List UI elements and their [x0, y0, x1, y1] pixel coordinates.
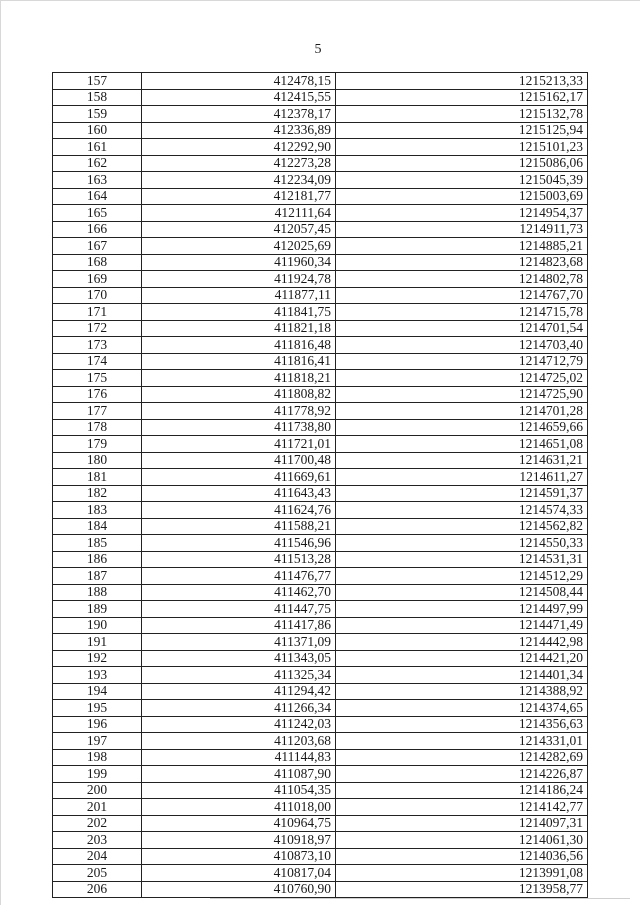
- table-row: [53, 370, 588, 387]
- y-coordinate-cell: 1215132,78: [336, 106, 588, 123]
- y-coordinate-cell: 1214421,20: [336, 650, 588, 667]
- table-row: [53, 205, 588, 222]
- point-number-cell: 202: [53, 815, 142, 832]
- x-coordinate-cell: 411821,18: [142, 320, 336, 337]
- x-coordinate-cell: 412111,64: [142, 205, 336, 222]
- x-coordinate-cell: 412478,15: [142, 73, 336, 90]
- x-coordinate-cell: 411841,75: [142, 304, 336, 321]
- x-coordinate-cell: 411669,61: [142, 469, 336, 486]
- point-number-cell: 175: [53, 370, 142, 387]
- y-coordinate-cell: 1214591,37: [336, 485, 588, 502]
- x-coordinate-cell: 411960,34: [142, 254, 336, 271]
- point-number-cell: 164: [53, 188, 142, 205]
- x-coordinate-cell: 411816,41: [142, 353, 336, 370]
- table-row: [53, 419, 588, 436]
- y-coordinate-cell: 1214508,44: [336, 584, 588, 601]
- y-coordinate-cell: 1214331,01: [336, 733, 588, 750]
- point-number-cell: 168: [53, 254, 142, 271]
- x-coordinate-cell: 411462,70: [142, 584, 336, 601]
- table-row: [53, 254, 588, 271]
- table-row: [53, 188, 588, 205]
- x-coordinate-cell: 410964,75: [142, 815, 336, 832]
- point-number-cell: 196: [53, 716, 142, 733]
- x-coordinate-cell: 412292,90: [142, 139, 336, 156]
- point-number-cell: 199: [53, 766, 142, 783]
- point-number-cell: 206: [53, 881, 142, 898]
- y-coordinate-cell: 1214061,30: [336, 832, 588, 849]
- x-coordinate-cell: 412181,77: [142, 188, 336, 205]
- point-number-cell: 204: [53, 848, 142, 865]
- table-row: [53, 271, 588, 288]
- x-coordinate-cell: 411624,76: [142, 502, 336, 519]
- point-number-cell: 205: [53, 865, 142, 882]
- y-coordinate-cell: 1215101,23: [336, 139, 588, 156]
- y-coordinate-cell: 1214512,29: [336, 568, 588, 585]
- point-number-cell: 172: [53, 320, 142, 337]
- scan-edge-top: [0, 0, 640, 1]
- x-coordinate-cell: 411343,05: [142, 650, 336, 667]
- table-row: [53, 551, 588, 568]
- page-number: 5: [314, 42, 322, 57]
- x-coordinate-cell: 411546,96: [142, 535, 336, 552]
- y-coordinate-cell: 1214374,65: [336, 700, 588, 717]
- table-row: [53, 535, 588, 552]
- table-row: [53, 683, 588, 700]
- table-row: [53, 469, 588, 486]
- point-number-cell: 160: [53, 122, 142, 139]
- x-coordinate-cell: 411588,21: [142, 518, 336, 535]
- point-number-cell: 192: [53, 650, 142, 667]
- point-number-cell: 165: [53, 205, 142, 222]
- x-coordinate-cell: 411018,00: [142, 799, 336, 816]
- point-number-cell: 169: [53, 271, 142, 288]
- scan-bottom-line: [210, 898, 630, 899]
- table-row: [53, 667, 588, 684]
- y-coordinate-cell: 1214497,99: [336, 601, 588, 618]
- point-number-cell: 181: [53, 469, 142, 486]
- x-coordinate-cell: 411818,21: [142, 370, 336, 387]
- table-row: [53, 353, 588, 370]
- coordinates-table: [52, 72, 588, 898]
- table-row: [53, 304, 588, 321]
- table-row: [53, 122, 588, 139]
- table-row: [53, 601, 588, 618]
- x-coordinate-cell: 412025,69: [142, 238, 336, 255]
- point-number-cell: 179: [53, 436, 142, 453]
- y-coordinate-cell: 1214226,87: [336, 766, 588, 783]
- table-row: [53, 650, 588, 667]
- point-number-cell: 190: [53, 617, 142, 634]
- x-coordinate-cell: 410918,97: [142, 832, 336, 849]
- table-row: [53, 106, 588, 123]
- y-coordinate-cell: 1215086,06: [336, 155, 588, 172]
- x-coordinate-cell: 411054,35: [142, 782, 336, 799]
- table-row: [53, 832, 588, 849]
- x-coordinate-cell: 411476,77: [142, 568, 336, 585]
- x-coordinate-cell: 412273,28: [142, 155, 336, 172]
- y-coordinate-cell: 1214401,34: [336, 667, 588, 684]
- x-coordinate-cell: 411242,03: [142, 716, 336, 733]
- x-coordinate-cell: 412378,17: [142, 106, 336, 123]
- y-coordinate-cell: 1214282,69: [336, 749, 588, 766]
- point-number-cell: 188: [53, 584, 142, 601]
- table-row: [53, 172, 588, 189]
- y-coordinate-cell: 1214651,08: [336, 436, 588, 453]
- x-coordinate-cell: 411808,82: [142, 386, 336, 403]
- x-coordinate-cell: 412415,55: [142, 89, 336, 106]
- y-coordinate-cell: 1214703,40: [336, 337, 588, 354]
- point-number-cell: 189: [53, 601, 142, 618]
- x-coordinate-cell: 411294,42: [142, 683, 336, 700]
- table-row: [53, 848, 588, 865]
- x-coordinate-cell: 412234,09: [142, 172, 336, 189]
- point-number-cell: 174: [53, 353, 142, 370]
- point-number-cell: 166: [53, 221, 142, 238]
- y-coordinate-cell: 1215045,39: [336, 172, 588, 189]
- table-row: [53, 634, 588, 651]
- x-coordinate-cell: 411700,48: [142, 452, 336, 469]
- x-coordinate-cell: 411447,75: [142, 601, 336, 618]
- point-number-cell: 158: [53, 89, 142, 106]
- y-coordinate-cell: 1214631,21: [336, 452, 588, 469]
- y-coordinate-cell: 1214611,27: [336, 469, 588, 486]
- point-number-cell: 183: [53, 502, 142, 519]
- table-row: [53, 386, 588, 403]
- table-row: [53, 287, 588, 304]
- x-coordinate-cell: 411816,48: [142, 337, 336, 354]
- point-number-cell: 167: [53, 238, 142, 255]
- y-coordinate-cell: 1214885,21: [336, 238, 588, 255]
- point-number-cell: 184: [53, 518, 142, 535]
- x-coordinate-cell: 410760,90: [142, 881, 336, 898]
- point-number-cell: 178: [53, 419, 142, 436]
- y-coordinate-cell: 1214574,33: [336, 502, 588, 519]
- table-row: [53, 733, 588, 750]
- coordinates-table-body: [53, 73, 588, 898]
- table-row: [53, 799, 588, 816]
- y-coordinate-cell: 1215003,69: [336, 188, 588, 205]
- table-row: [53, 436, 588, 453]
- table-row: [53, 815, 588, 832]
- table-row: [53, 238, 588, 255]
- y-coordinate-cell: 1214550,33: [336, 535, 588, 552]
- x-coordinate-cell: 411087,90: [142, 766, 336, 783]
- table-row: [53, 337, 588, 354]
- x-coordinate-cell: 412057,45: [142, 221, 336, 238]
- table-row: [53, 502, 588, 519]
- point-number-cell: 203: [53, 832, 142, 849]
- x-coordinate-cell: 412336,89: [142, 122, 336, 139]
- y-coordinate-cell: 1214659,66: [336, 419, 588, 436]
- table-row: [53, 73, 588, 90]
- y-coordinate-cell: 1214562,82: [336, 518, 588, 535]
- x-coordinate-cell: 411721,01: [142, 436, 336, 453]
- y-coordinate-cell: 1214725,02: [336, 370, 588, 387]
- table-row: [53, 518, 588, 535]
- table-row: [53, 452, 588, 469]
- table-row: [53, 749, 588, 766]
- y-coordinate-cell: 1215162,17: [336, 89, 588, 106]
- y-coordinate-cell: 1215213,33: [336, 73, 588, 90]
- point-number-cell: 159: [53, 106, 142, 123]
- point-number-cell: 201: [53, 799, 142, 816]
- point-number-cell: 186: [53, 551, 142, 568]
- table-row: [53, 485, 588, 502]
- x-coordinate-cell: 411643,43: [142, 485, 336, 502]
- point-number-cell: 187: [53, 568, 142, 585]
- scan-edge-left: [0, 0, 1, 905]
- x-coordinate-cell: 411203,68: [142, 733, 336, 750]
- table-row: [53, 89, 588, 106]
- y-coordinate-cell: 1214036,56: [336, 848, 588, 865]
- y-coordinate-cell: 1214701,54: [336, 320, 588, 337]
- point-number-cell: 182: [53, 485, 142, 502]
- y-coordinate-cell: 1214911,73: [336, 221, 588, 238]
- point-number-cell: 180: [53, 452, 142, 469]
- y-coordinate-cell: 1214712,79: [336, 353, 588, 370]
- y-coordinate-cell: 1214097,31: [336, 815, 588, 832]
- point-number-cell: 194: [53, 683, 142, 700]
- table-row: [53, 155, 588, 172]
- x-coordinate-cell: 411513,28: [142, 551, 336, 568]
- y-coordinate-cell: 1213991,08: [336, 865, 588, 882]
- point-number-cell: 161: [53, 139, 142, 156]
- point-number-cell: 173: [53, 337, 142, 354]
- table-row: [53, 766, 588, 783]
- table-row: [53, 403, 588, 420]
- table-row: [53, 139, 588, 156]
- point-number-cell: 170: [53, 287, 142, 304]
- point-number-cell: 177: [53, 403, 142, 420]
- point-number-cell: 163: [53, 172, 142, 189]
- y-coordinate-cell: 1214531,31: [336, 551, 588, 568]
- table-row: [53, 320, 588, 337]
- point-number-cell: 171: [53, 304, 142, 321]
- y-coordinate-cell: 1214388,92: [336, 683, 588, 700]
- point-number-cell: 176: [53, 386, 142, 403]
- y-coordinate-cell: 1214823,68: [336, 254, 588, 271]
- point-number-cell: 185: [53, 535, 142, 552]
- x-coordinate-cell: 411877,11: [142, 287, 336, 304]
- point-number-cell: 191: [53, 634, 142, 651]
- table-row: [53, 782, 588, 799]
- table-row: [53, 617, 588, 634]
- y-coordinate-cell: 1213958,77: [336, 881, 588, 898]
- table-row: [53, 568, 588, 585]
- x-coordinate-cell: 411144,83: [142, 749, 336, 766]
- table-row: [53, 584, 588, 601]
- y-coordinate-cell: 1214954,37: [336, 205, 588, 222]
- x-coordinate-cell: 411371,09: [142, 634, 336, 651]
- x-coordinate-cell: 410817,04: [142, 865, 336, 882]
- x-coordinate-cell: 411738,80: [142, 419, 336, 436]
- x-coordinate-cell: 410873,10: [142, 848, 336, 865]
- x-coordinate-cell: 411417,86: [142, 617, 336, 634]
- y-coordinate-cell: 1214186,24: [336, 782, 588, 799]
- y-coordinate-cell: 1214802,78: [336, 271, 588, 288]
- y-coordinate-cell: 1214471,49: [336, 617, 588, 634]
- x-coordinate-cell: 411924,78: [142, 271, 336, 288]
- x-coordinate-cell: 411266,34: [142, 700, 336, 717]
- point-number-cell: 195: [53, 700, 142, 717]
- point-number-cell: 200: [53, 782, 142, 799]
- table-row: [53, 716, 588, 733]
- x-coordinate-cell: 411325,34: [142, 667, 336, 684]
- y-coordinate-cell: 1214442,98: [336, 634, 588, 651]
- table-row: [53, 221, 588, 238]
- table-row: [53, 881, 588, 898]
- point-number-cell: 193: [53, 667, 142, 684]
- y-coordinate-cell: 1214142,77: [336, 799, 588, 816]
- y-coordinate-cell: 1214701,28: [336, 403, 588, 420]
- point-number-cell: 162: [53, 155, 142, 172]
- x-coordinate-cell: 411778,92: [142, 403, 336, 420]
- y-coordinate-cell: 1214767,70: [336, 287, 588, 304]
- point-number-cell: 157: [53, 73, 142, 90]
- y-coordinate-cell: 1214715,78: [336, 304, 588, 321]
- table-row: [53, 700, 588, 717]
- y-coordinate-cell: 1214725,90: [336, 386, 588, 403]
- y-coordinate-cell: 1214356,63: [336, 716, 588, 733]
- point-number-cell: 197: [53, 733, 142, 750]
- table-row: [53, 865, 588, 882]
- y-coordinate-cell: 1215125,94: [336, 122, 588, 139]
- point-number-cell: 198: [53, 749, 142, 766]
